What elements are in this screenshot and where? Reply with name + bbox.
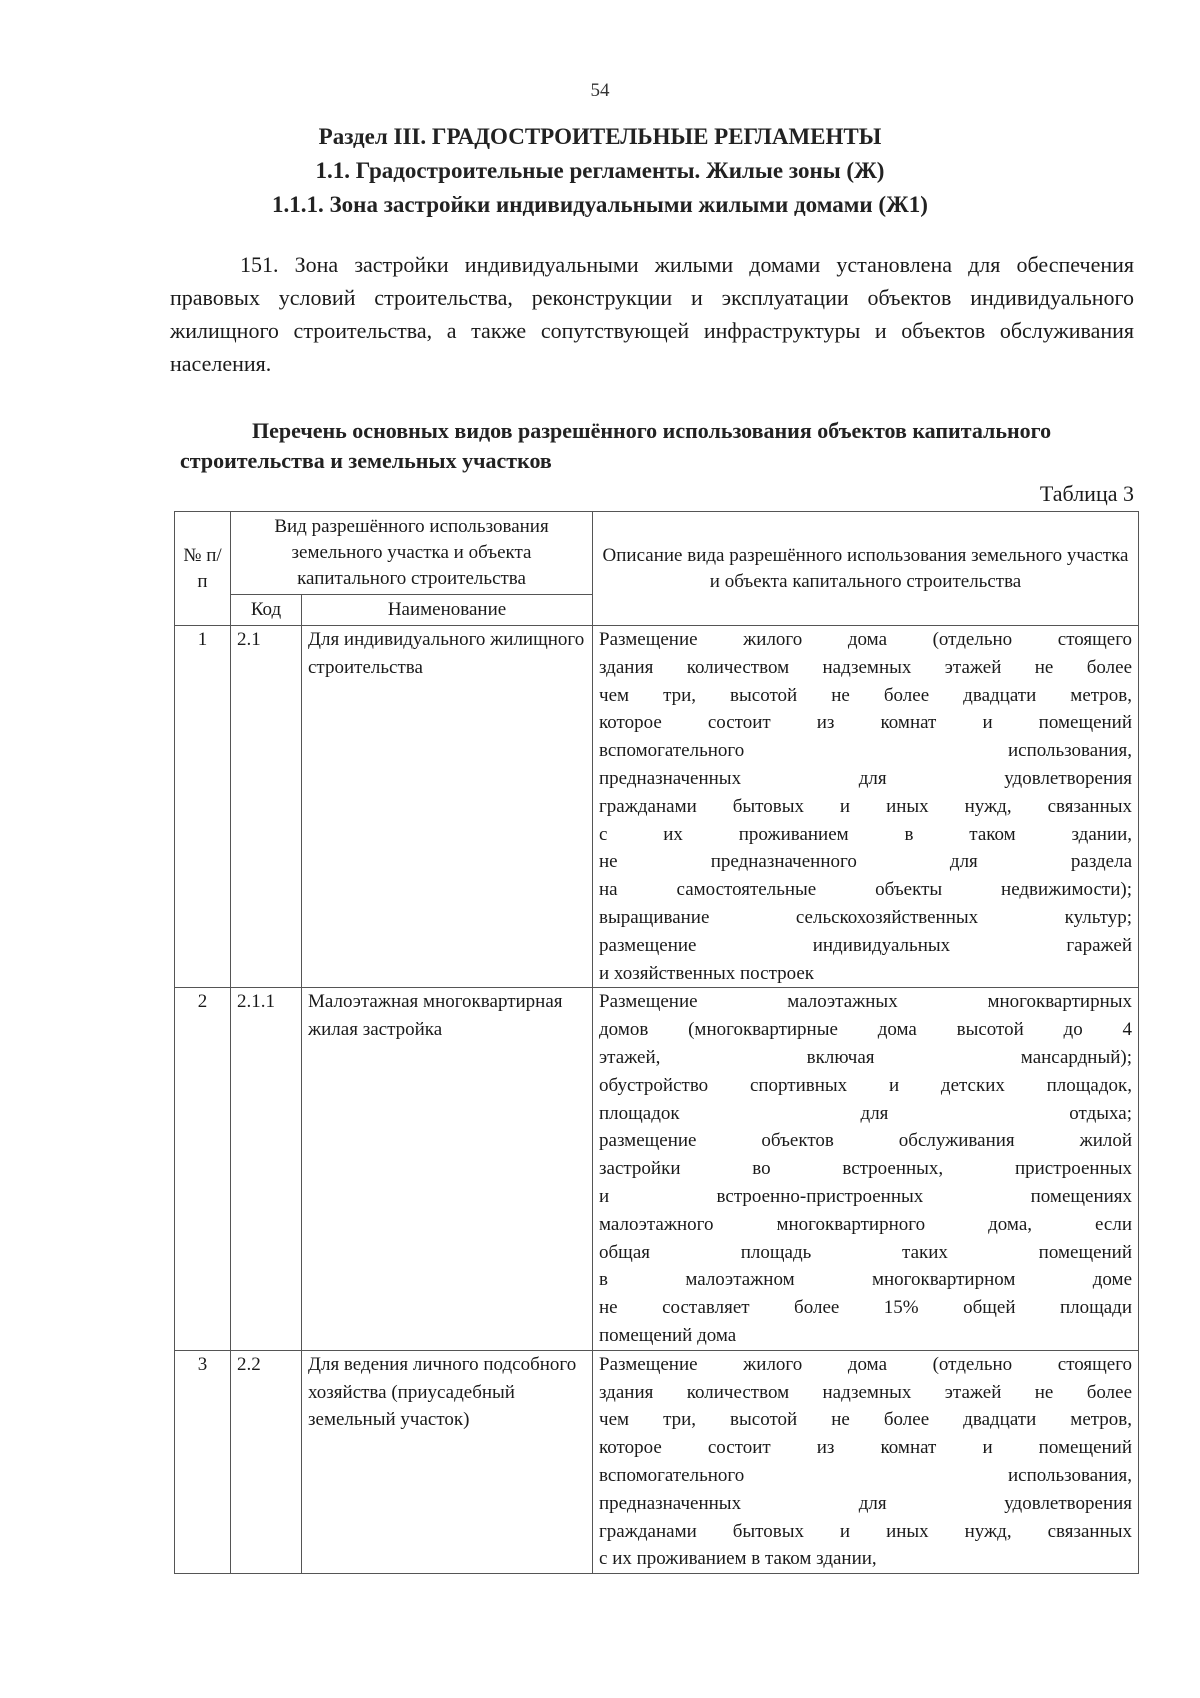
description-line: и хозяйственных построек (599, 962, 815, 984)
section-title: Раздел III. ГРАДОСТРОИТЕЛЬНЫЕ РЕГЛАМЕНТЫ (318, 124, 882, 149)
description-line: на самостоятельные объекты недвижимости); (599, 879, 1133, 901)
header-code: Код (231, 595, 302, 626)
description-line: вспомогательного использования, (599, 1464, 1133, 1486)
header-name: Наименование (302, 595, 593, 626)
description-line: не предназначенного для раздела (599, 851, 1133, 873)
description-line: помещений дома (599, 1324, 737, 1346)
description-line: чем три, высотой не более двадцати метров, (599, 684, 1133, 706)
table-row (175, 626, 1139, 988)
row-number: 1 (175, 626, 231, 988)
description-line: предназначенных для удовлетворения (599, 1492, 1133, 1514)
description-line: площадок для отдыха; (599, 1102, 1133, 1124)
description-line: гражданами бытовых и иных нужд, связанных (599, 1520, 1133, 1542)
description-line: Размещение жилого дома (отдельно стоящего (599, 1353, 1133, 1375)
description-line: предназначенных для удовлетворения (599, 767, 1133, 789)
description-line: и встроенно-пристроенных помещениях (599, 1185, 1133, 1207)
row-number: 2 (175, 988, 231, 1350)
description-line: размещение индивидуальных гаражей (599, 934, 1133, 956)
header-use-type: Вид разрешённого использования земельного участка и объекта капитального строительства (231, 512, 593, 595)
regulations-table (174, 511, 1139, 1574)
list-title: Перечень основных видов разрешённого использования объектов капитального строительства и земельных участков (180, 418, 1052, 473)
headings-block (0, 120, 1200, 222)
row-number: 3 (175, 1350, 231, 1573)
zone-title: 1.1.1. Зона застройки индивидуальными жилыми домами (Ж1) (272, 192, 928, 217)
description-line: здания количеством надземных этажей не более (599, 656, 1133, 678)
table-row (175, 1350, 1139, 1573)
description-line: которое состоит из комнат и помещений (599, 712, 1133, 734)
description-line: здания количеством надземных этажей не более (599, 1381, 1133, 1403)
table-header-row (175, 512, 1139, 595)
subsection-title: 1.1. Градостроительные регламенты. Жилые зоны (Ж) (315, 158, 885, 183)
row-name: Для индивидуального жилищного строительства (302, 626, 593, 988)
description-line: малоэтажного многоквартирного дома, если (599, 1213, 1133, 1235)
row-description (593, 988, 1139, 1350)
description-line: обустройство спортивных и детских площадок, (599, 1074, 1133, 1096)
description-line: с их проживанием в таком здании, (599, 823, 1133, 845)
description-line: размещение объектов обслуживания жилой (599, 1130, 1133, 1152)
row-description (593, 626, 1139, 988)
description-line: Размещение жилого дома (отдельно стоящего (599, 629, 1133, 650)
description-line: гражданами бытовых и иных нужд, связанных (599, 795, 1133, 817)
header-description: Описание вида разрешённого использования земельного участка и объекта капитального строительства (593, 512, 1139, 626)
row-description (593, 1350, 1139, 1573)
row-name: Малоэтажная многоквартирная жилая застройка (302, 988, 593, 1350)
description-line: домов (многоквартирные дома высотой до 4 (599, 1019, 1133, 1041)
description-line: общая площадь таких помещений (599, 1241, 1133, 1263)
description-line: застройки во встроенных, пристроенных (599, 1158, 1133, 1180)
description-line: которое состоит из комнат и помещений (599, 1437, 1133, 1459)
row-name: Для ведения личного подсобного хозяйства (приусадебный земельный участок) (302, 1350, 593, 1573)
description-line: вспомогательного использования, (599, 740, 1133, 762)
description-line: выращивание сельскохозяйственных культур; (599, 906, 1133, 928)
description-line: этажей, включая мансардный); (599, 1046, 1133, 1068)
description-line: в малоэтажном многоквартирном доме (599, 1269, 1133, 1291)
table-body (175, 626, 1139, 1574)
table-row (175, 988, 1139, 1350)
description-line: с их проживанием в таком здании, (599, 1548, 877, 1570)
page-number: 54 (590, 80, 610, 101)
description-line: не составляет более 15% общей площади (599, 1297, 1133, 1319)
table-label: Таблица 3 (1039, 481, 1134, 506)
row-code: 2.2 (231, 1350, 302, 1573)
description-line: Размещение малоэтажных многоквартирных (599, 991, 1133, 1013)
intro-paragraph: 151. Зона застройки индивидуальными жилыми домами установлена для обеспечения правовых условий строительства, реконструкции и эксплуатации объектов индивидуального жилищного строительства, а также сопутствующей инфраструктуры и объектов обслуживания населения. (170, 252, 1134, 376)
row-code: 2.1 (231, 626, 302, 988)
row-code: 2.1.1 (231, 988, 302, 1350)
header-number: № п/п (175, 512, 231, 626)
description-line: чем три, высотой не более двадцати метров, (599, 1409, 1133, 1431)
